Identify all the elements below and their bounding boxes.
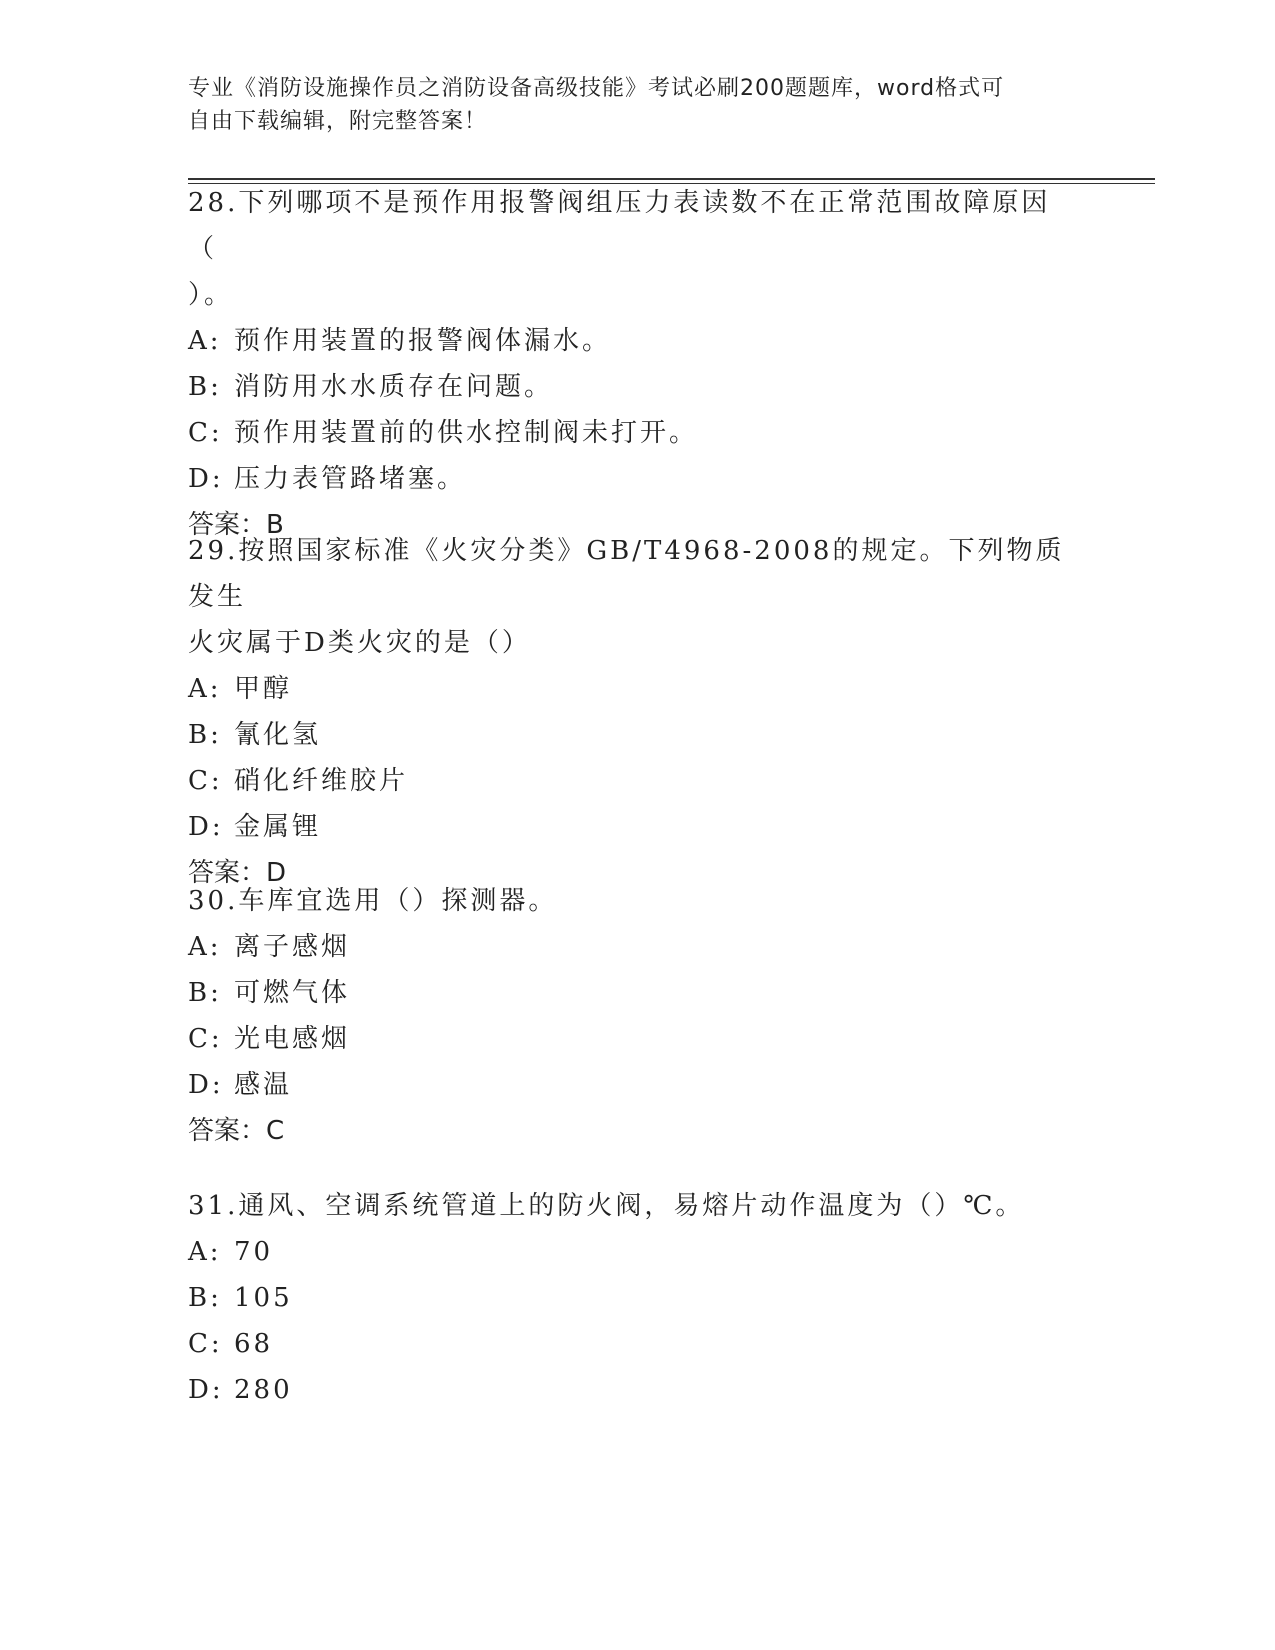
question-31 bbox=[188, 1183, 1078, 1413]
option-a bbox=[188, 666, 1078, 712]
answer-line: 答案：B bbox=[188, 510, 284, 540]
question-28 bbox=[188, 180, 1078, 548]
option-c bbox=[188, 758, 1078, 804]
header-line-2: 自由下载编辑，附完整答案！ bbox=[188, 109, 488, 134]
question-stem: 29.按照国家标准《火灾分类》GB/T4968-2008的规定。下列物质发生 bbox=[188, 536, 1065, 612]
option-d bbox=[188, 804, 1078, 850]
option-letter: C: bbox=[188, 418, 223, 448]
option-text: 68 bbox=[234, 1329, 274, 1359]
option-d bbox=[188, 1062, 1078, 1108]
option-letter: A: bbox=[188, 1237, 222, 1267]
option-letter: D: bbox=[188, 812, 224, 842]
option-text: 105 bbox=[234, 1283, 293, 1313]
option-a bbox=[188, 1229, 1078, 1275]
option-text: 70 bbox=[234, 1237, 274, 1267]
option-letter: B: bbox=[188, 978, 222, 1008]
option-letter: D: bbox=[188, 1375, 224, 1405]
answer-line: 答案：D bbox=[188, 858, 287, 888]
option-text: 氰化氢 bbox=[234, 720, 322, 750]
option-text: 感温 bbox=[234, 1070, 293, 1100]
option-c bbox=[188, 410, 1078, 456]
option-text: 压力表管路堵塞。 bbox=[234, 464, 467, 494]
option-a bbox=[188, 924, 1078, 970]
option-text: 预作用装置的报警阀体漏水。 bbox=[234, 326, 612, 356]
option-letter: B: bbox=[188, 372, 222, 402]
option-text: 预作用装置前的供水控制阀未打开。 bbox=[234, 418, 699, 448]
option-c bbox=[188, 1321, 1078, 1367]
option-d bbox=[188, 1367, 1078, 1413]
option-d bbox=[188, 456, 1078, 502]
option-a bbox=[188, 318, 1078, 364]
option-letter: C: bbox=[188, 1329, 223, 1359]
option-b bbox=[188, 364, 1078, 410]
option-letter: B: bbox=[188, 720, 222, 750]
option-text: 可燃气体 bbox=[234, 978, 351, 1008]
question-stem-cont: 火灾属于D类火灾的是（） bbox=[188, 628, 531, 658]
option-letter: C: bbox=[188, 1024, 223, 1054]
question-stem-cont: ）。 bbox=[188, 280, 234, 310]
option-text: 280 bbox=[234, 1375, 293, 1405]
option-c bbox=[188, 1016, 1078, 1062]
question-30 bbox=[188, 878, 1078, 1154]
option-text: 甲醇 bbox=[234, 674, 293, 704]
option-letter: C: bbox=[188, 766, 223, 796]
option-letter: A: bbox=[188, 932, 222, 962]
option-letter: B: bbox=[188, 1283, 222, 1313]
header-line-1: 专业《消防设施操作员之消防设备高级技能》考试必刷200题题库，word格式可 bbox=[188, 76, 1005, 101]
option-letter: A: bbox=[188, 674, 222, 704]
option-b bbox=[188, 712, 1078, 758]
option-letter: D: bbox=[188, 1070, 224, 1100]
option-letter: A: bbox=[188, 326, 222, 356]
document-header bbox=[188, 72, 1068, 138]
option-b bbox=[188, 1275, 1078, 1321]
answer-line: 答案：C bbox=[188, 1116, 285, 1146]
option-b bbox=[188, 970, 1078, 1016]
question-stem: 30.车库宜选用（）探测器。 bbox=[188, 886, 558, 916]
option-text: 硝化纤维胶片 bbox=[234, 766, 409, 796]
question-29 bbox=[188, 528, 1078, 896]
option-text: 离子感烟 bbox=[234, 932, 351, 962]
question-stem: 28.下列哪项不是预作用报警阀组压力表读数不在正常范围故障原因（ bbox=[188, 188, 1051, 264]
option-text: 金属锂 bbox=[234, 812, 322, 842]
option-letter: D: bbox=[188, 464, 224, 494]
question-stem: 31.通风、空调系统管道上的防火阀，易熔片动作温度为（）℃。 bbox=[188, 1191, 1025, 1221]
option-text: 消防用水水质存在问题。 bbox=[234, 372, 554, 402]
option-text: 光电感烟 bbox=[234, 1024, 351, 1054]
